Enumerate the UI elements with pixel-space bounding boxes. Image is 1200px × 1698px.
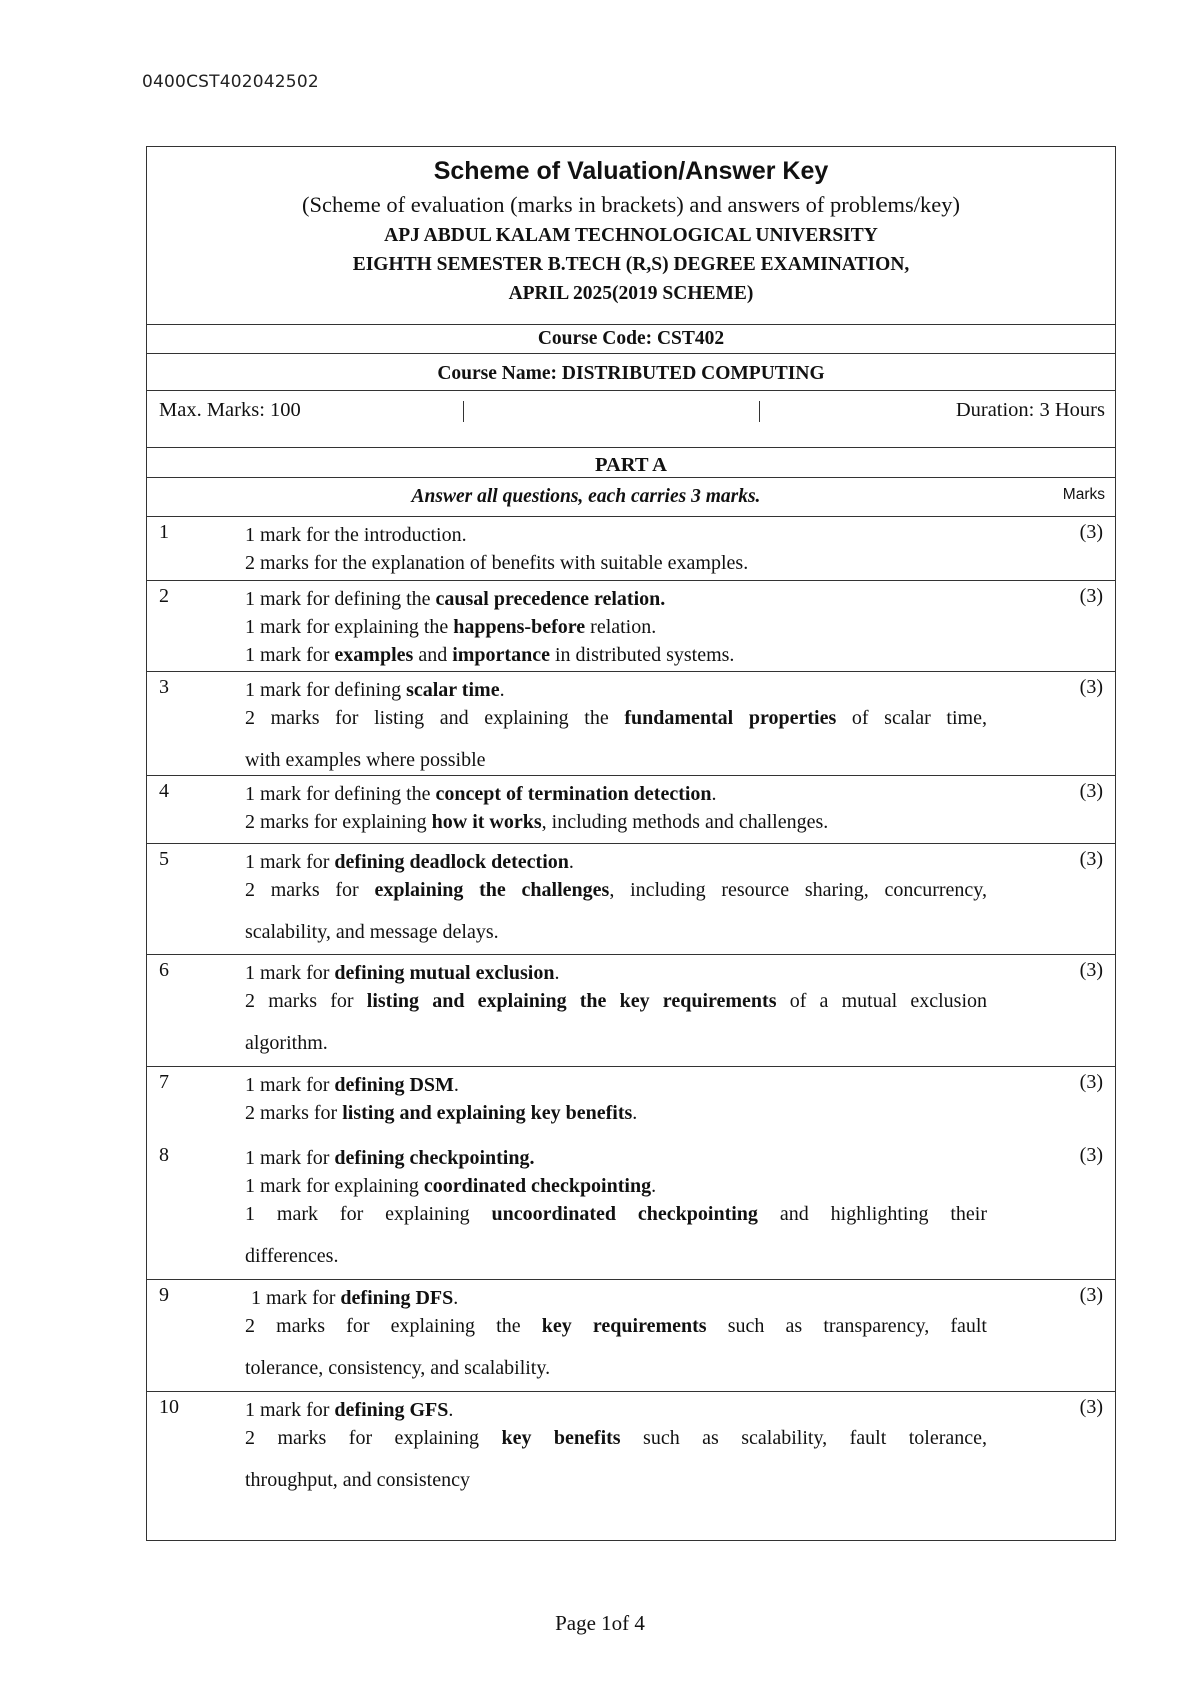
question-number: 2 bbox=[159, 585, 169, 607]
scheme-line: 2 marks for explaining the key requirements such as transparency, fault bbox=[245, 1315, 987, 1337]
scheme-line: algorithm. bbox=[245, 1032, 328, 1054]
max-marks: Max. Marks: 100 bbox=[159, 399, 301, 421]
question-scheme bbox=[245, 676, 987, 774]
marks-column-header: Marks bbox=[1062, 486, 1105, 503]
page-subtitle: (Scheme of evaluation (marks in brackets) and answers of problems/key) bbox=[302, 192, 960, 217]
scheme-line: 1 mark for defining the concept of termination detection. bbox=[245, 783, 717, 805]
question-marks: (3) bbox=[1079, 585, 1103, 607]
title-block bbox=[147, 147, 1115, 325]
page-title: Scheme of Valuation/Answer Key bbox=[433, 157, 829, 185]
question-scheme bbox=[245, 1396, 987, 1494]
question-scheme bbox=[245, 848, 987, 946]
question-marks: (3) bbox=[1079, 1144, 1103, 1166]
question-number: 3 bbox=[159, 676, 169, 698]
course-name: Course Name: DISTRIBUTED COMPUTING bbox=[147, 354, 1115, 391]
question-scheme bbox=[245, 959, 987, 1057]
scheme-line: 1 mark for explaining uncoordinated checkpointing and highlighting their bbox=[245, 1203, 988, 1225]
question-scheme bbox=[245, 585, 987, 669]
marks-duration-row bbox=[147, 391, 1115, 448]
divider bbox=[759, 401, 760, 422]
scheme-line: 2 marks for listing and explaining the fundamental properties of scalar time, bbox=[245, 707, 987, 729]
question-scheme bbox=[245, 780, 987, 836]
question-marks: (3) bbox=[1079, 1284, 1103, 1306]
scheme-line: 1 mark for defining the causal precedence relation. bbox=[245, 588, 666, 610]
part-title: PART A bbox=[147, 448, 1115, 478]
question-number: 8 bbox=[159, 1144, 169, 1166]
scheme-line: 2 marks for explaining key benefits such as scalability, fault tolerance, bbox=[245, 1427, 988, 1449]
question-row bbox=[147, 672, 1115, 776]
question-row bbox=[147, 1280, 1115, 1392]
question-scheme bbox=[245, 521, 987, 577]
scheme-line: 1 mark for defining deadlock detection. bbox=[245, 851, 574, 873]
question-row bbox=[147, 1140, 1115, 1280]
question-number: 1 bbox=[159, 521, 169, 543]
scheme-line: 1 mark for the introduction. bbox=[245, 524, 467, 546]
scheme-line: 1 mark for defining DSM. bbox=[245, 1074, 459, 1096]
scheme-line: throughput, and consistency bbox=[245, 1469, 470, 1491]
scheme-line: 1 mark for examples and importance in distributed systems. bbox=[245, 644, 735, 666]
scheme-line: scalability, and message delays. bbox=[245, 921, 499, 943]
scheme-line: 1 mark for defining GFS. bbox=[245, 1399, 454, 1421]
question-number: 5 bbox=[159, 848, 169, 870]
question-marks: (3) bbox=[1079, 780, 1103, 802]
question-marks: (3) bbox=[1079, 676, 1103, 698]
question-row bbox=[147, 955, 1115, 1067]
document-id: 0400CST402042502 bbox=[142, 72, 319, 92]
answer-key-table bbox=[146, 146, 1116, 1541]
question-row bbox=[147, 776, 1115, 844]
course-code: Course Code: CST402 bbox=[147, 325, 1115, 354]
question-scheme bbox=[245, 1284, 987, 1382]
question-row bbox=[147, 517, 1115, 581]
question-number: 7 bbox=[159, 1071, 169, 1093]
exam-session: APRIL 2025(2019 SCHEME) bbox=[508, 283, 754, 304]
question-row bbox=[147, 844, 1115, 955]
exam-name: EIGHTH SEMESTER B.TECH (R,S) DEGREE EXAMINATION, bbox=[352, 254, 910, 275]
question-row bbox=[147, 1067, 1115, 1140]
question-row bbox=[147, 1392, 1115, 1502]
scheme-line: 2 marks for explaining how it works, including methods and challenges. bbox=[245, 811, 829, 833]
question-number: 9 bbox=[159, 1284, 169, 1306]
question-marks: (3) bbox=[1079, 959, 1103, 981]
scheme-line: 1 mark for defining DFS. bbox=[251, 1287, 459, 1309]
scheme-line: differences. bbox=[245, 1245, 339, 1267]
question-marks: (3) bbox=[1079, 521, 1103, 543]
instruction-row bbox=[147, 478, 1115, 517]
scheme-line: 1 mark for explaining coordinated checkpointing. bbox=[245, 1175, 657, 1197]
scheme-line: 1 mark for defining scalar time. bbox=[245, 679, 505, 701]
scheme-line: 2 marks for explaining the challenges, including resource sharing, concurrency, bbox=[245, 879, 987, 901]
question-row bbox=[147, 581, 1115, 672]
scheme-line: 1 mark for defining mutual exclusion. bbox=[245, 962, 560, 984]
duration: Duration: 3 Hours bbox=[955, 399, 1105, 421]
question-number: 4 bbox=[159, 780, 169, 802]
scheme-line: with examples where possible bbox=[245, 749, 486, 771]
university-name: APJ ABDUL KALAM TECHNOLOGICAL UNIVERSITY bbox=[384, 225, 878, 246]
question-number: 10 bbox=[159, 1396, 179, 1418]
instruction-text: Answer all questions, each carries 3 marks. bbox=[411, 486, 761, 507]
question-scheme bbox=[245, 1071, 987, 1127]
scheme-line: 2 marks for listing and explaining the key requirements of a mutual exclusion bbox=[245, 990, 988, 1012]
scheme-line: 1 mark for defining checkpointing. bbox=[245, 1147, 535, 1169]
question-scheme bbox=[245, 1144, 987, 1270]
question-marks: (3) bbox=[1079, 848, 1103, 870]
scheme-line: 2 marks for the explanation of benefits with suitable examples. bbox=[245, 552, 749, 574]
question-marks: (3) bbox=[1079, 1396, 1103, 1418]
scheme-line: tolerance, consistency, and scalability. bbox=[245, 1357, 551, 1379]
scheme-line: 2 marks for listing and explaining key benefits. bbox=[245, 1102, 638, 1124]
divider bbox=[463, 401, 464, 422]
question-number: 6 bbox=[159, 959, 169, 981]
scheme-line: 1 mark for explaining the happens-before relation. bbox=[245, 616, 657, 638]
page-number: Page 1of 4 bbox=[555, 1611, 645, 1635]
question-marks: (3) bbox=[1079, 1071, 1103, 1093]
